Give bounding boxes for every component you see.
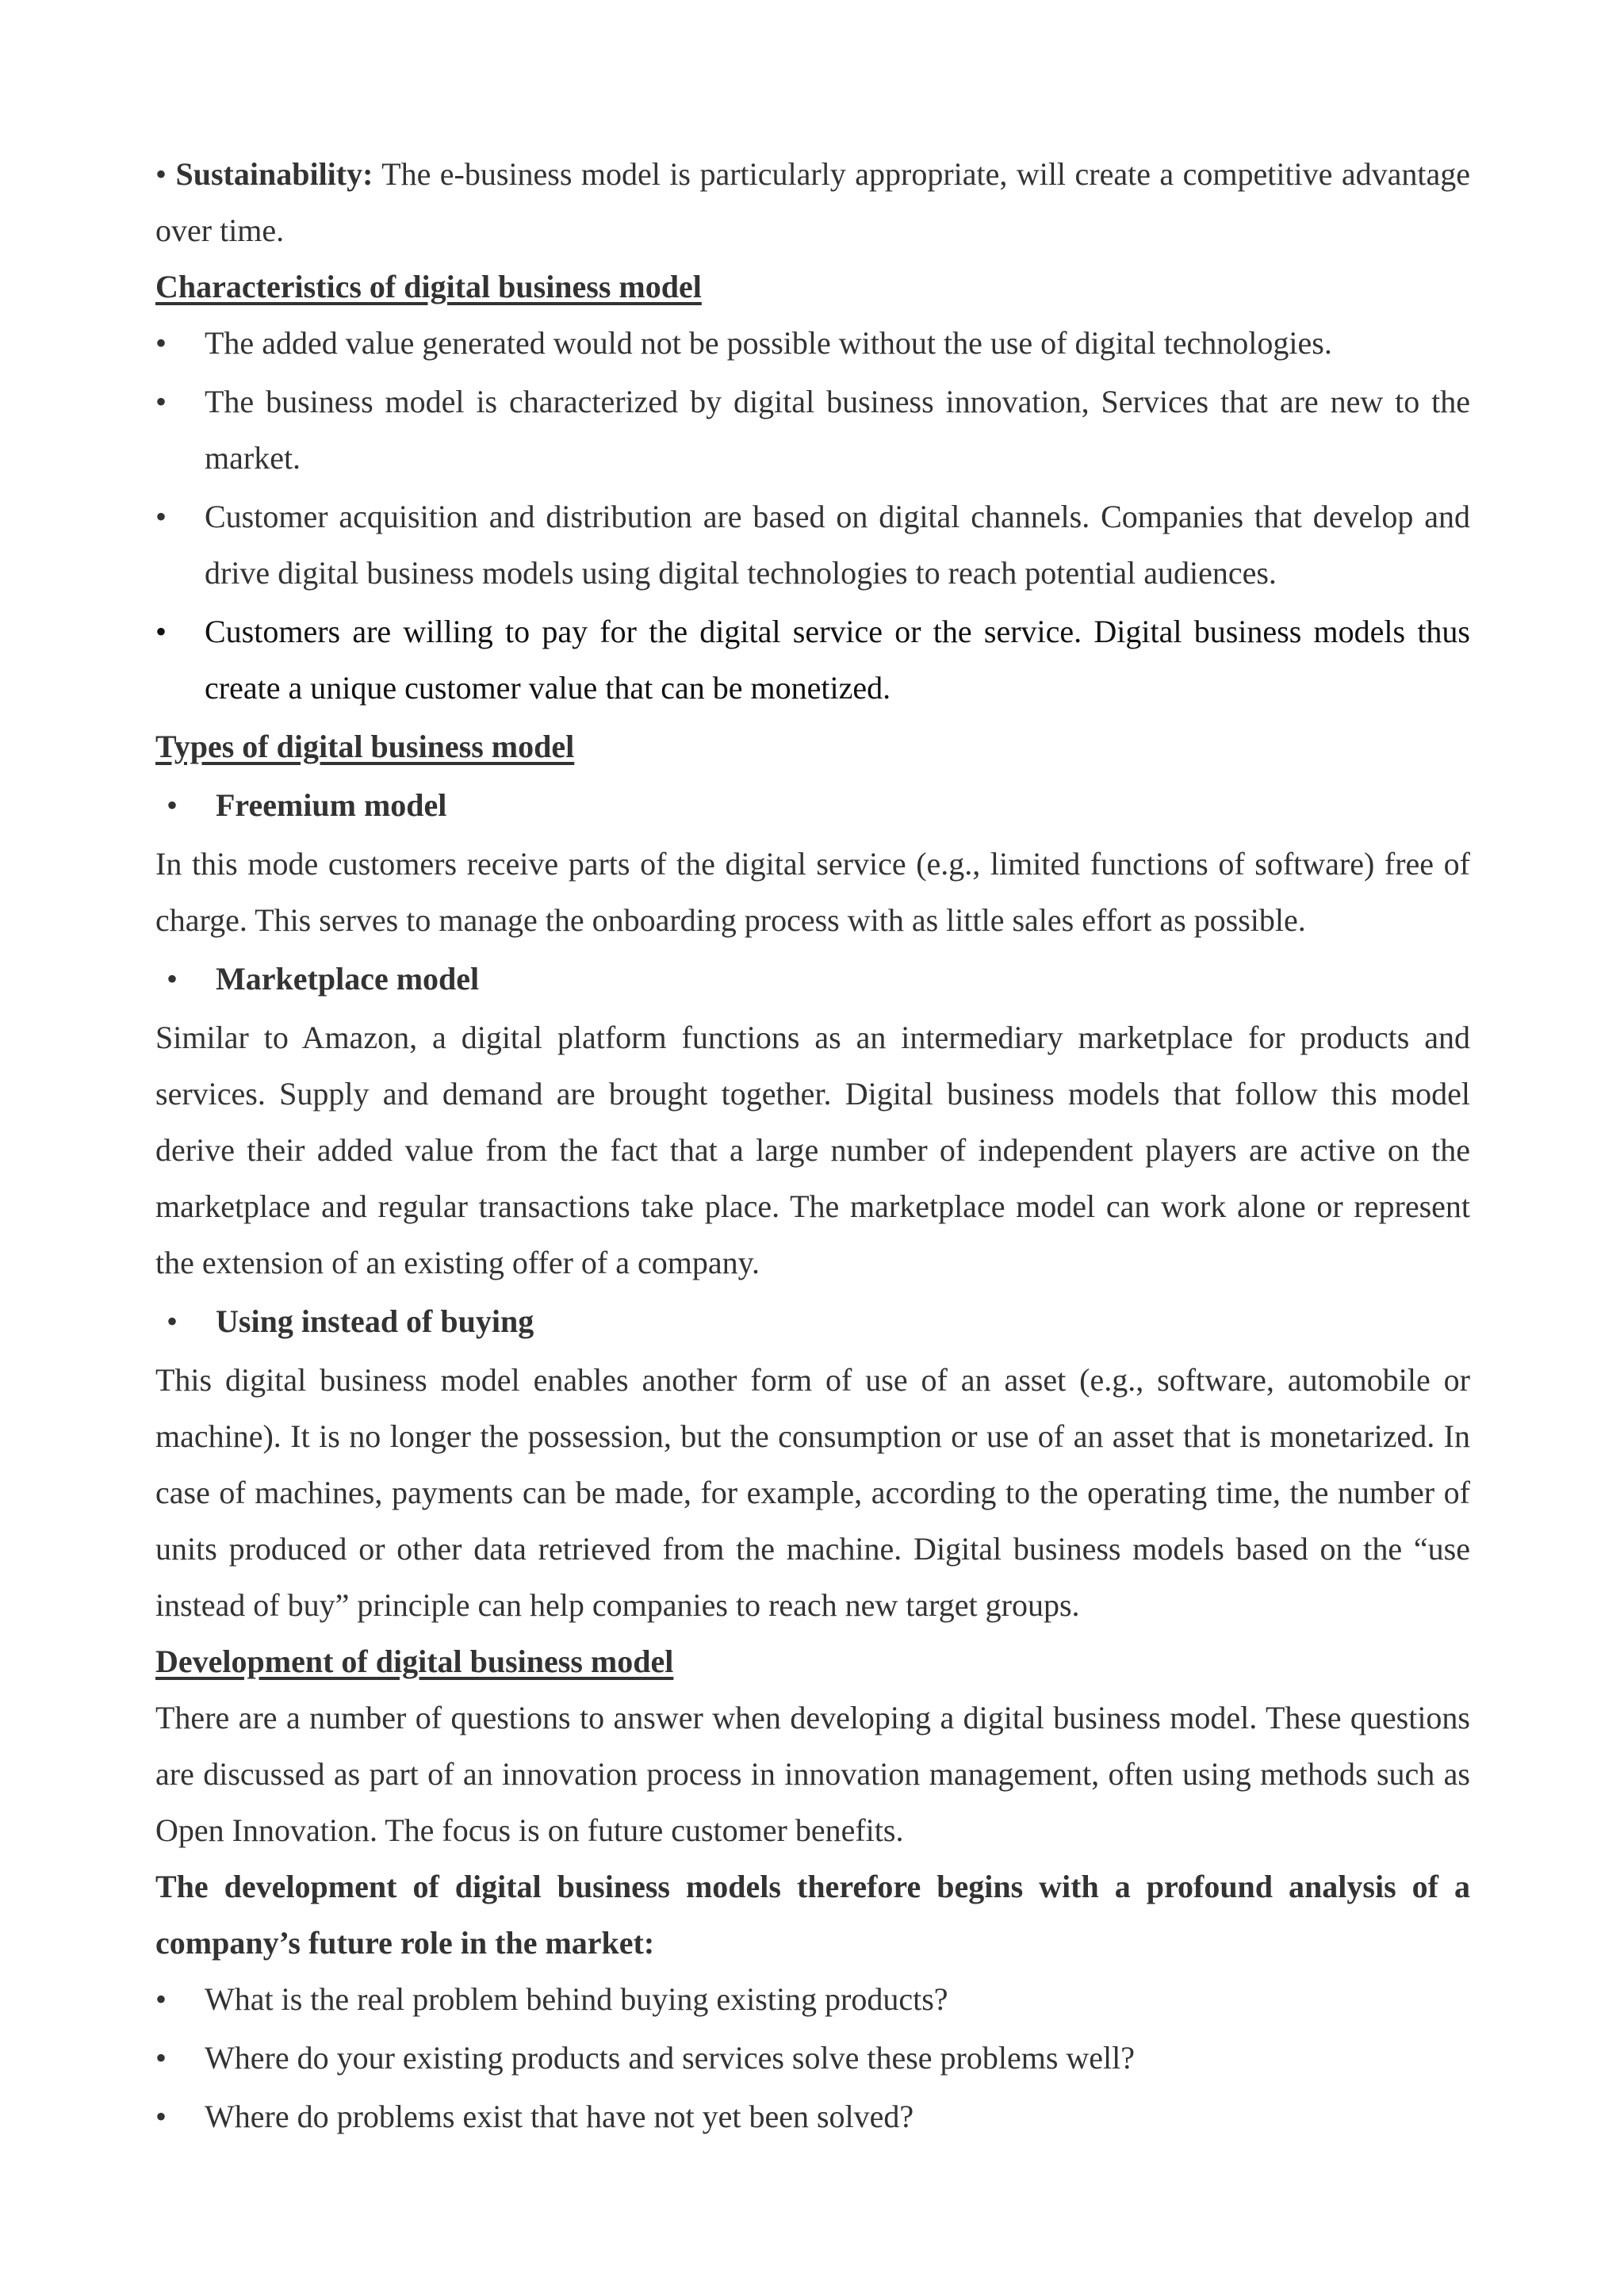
characteristics-item: • The added value generated would not be possible without the use of digital technologies. xyxy=(155,315,1470,371)
characteristics-item: • The business model is characterized by digital business innovation, Services that are new to the market. xyxy=(155,373,1470,486)
using-instead-text: This digital business model enables another form of use of an asset (e.g., software, automobile or machine). It is no longer the possession, but the consumption or use of an asset that is monetarized. In case of machines, payments can be made, for example, according to the operating time, the number of units produced or other data retrieved from the machine. Digital business models based on the “use instead of buy” principle can help companies to reach new target groups. xyxy=(155,1362,1470,1623)
bullet-icon: • xyxy=(167,1303,178,1339)
characteristics-list xyxy=(155,315,1470,716)
characteristics-heading: Characteristics of digital business model xyxy=(155,269,702,304)
sustainability-label: Sustainability: xyxy=(175,156,373,192)
types-heading: Types of digital business model xyxy=(155,729,575,764)
sustainability-text: The e-business model is particularly appropriate, will create a competitive advantage over time. xyxy=(155,156,1471,248)
marketplace-model-title: • Marketplace model xyxy=(155,951,1470,1007)
using-instead-title: • Using instead of buying xyxy=(155,1293,1470,1349)
development-text: There are a number of questions to answer when developing a digital business model. These questions are discussed as part of an innovation process in innovation management, often using methods such as Open Innovation. The focus is on future customer benefits. xyxy=(155,1700,1470,1848)
freemium-model-text: In this mode customers receive parts of the digital service (e.g., limited functions of software) free of charge. This serves to manage the onboarding process with as little sales effort as possible. xyxy=(155,846,1470,938)
development-questions-list xyxy=(155,1971,1470,2145)
development-question: • Where do your existing products and services solve these problems well? xyxy=(155,2030,1470,2086)
characteristics-item: • Customers are willing to pay for the digital service or the service. Digital business models thus create a unique customer value that can be monetized. xyxy=(155,603,1470,716)
sustainability-bullet: • xyxy=(155,156,167,192)
marketplace-model-text: Similar to Amazon, a digital platform functions as an intermediary marketplace for products and services. Supply and demand are brought together. Digital business models that follow this model derive their added value from the fact that a large number of independent players are active on the marketplace and regular transactions take place. The marketplace model can work alone or represent the extension of an existing offer of a company. xyxy=(155,1020,1470,1280)
bullet-icon: • xyxy=(167,787,178,823)
development-heading: Development of digital business model xyxy=(155,1644,674,1679)
sustainability-paragraph xyxy=(155,146,1470,258)
freemium-model-title: • Freemium model xyxy=(155,777,1470,833)
development-question: • What is the real problem behind buying existing products? xyxy=(155,1971,1470,2027)
development-question: • Where do problems exist that have not yet been solved? xyxy=(155,2088,1470,2145)
characteristics-item: • Customer acquisition and distribution are based on digital channels. Companies that develop and drive digital business models using digital technologies to reach potential audiences. xyxy=(155,488,1470,601)
development-bold-text: The development of digital business models therefore begins with a profound analysis of a company’s future role in the market: xyxy=(155,1869,1470,1961)
bullet-icon: • xyxy=(167,961,178,997)
